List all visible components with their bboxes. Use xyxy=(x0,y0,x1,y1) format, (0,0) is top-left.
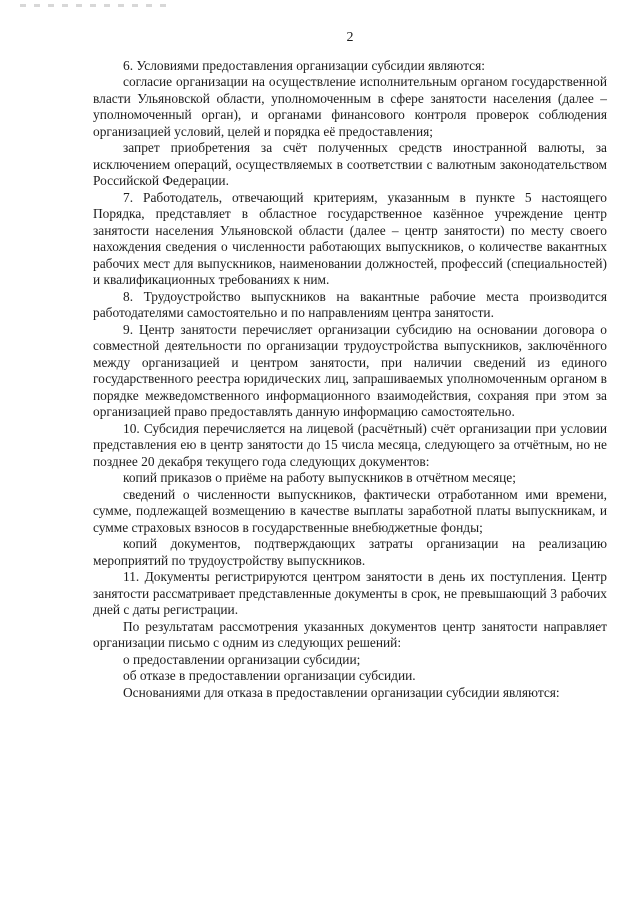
paragraph: 9. Центр занятости перечисляет организации субсидию на основании договора о совместной деятельности по организации трудоустройства выпускников, заключённого между организацией и центром занятости, при наличии сведений из единого государственного реестра юридических лиц, запрашиваемых уполномоченным органом в порядке межведомственного информационного взаимодействия, сохраняя при этом за организацией право предоставлять данную информацию самостоятельно. xyxy=(93,321,607,419)
paragraph: 6. Условиями предоставления организации субсидии являются: xyxy=(123,57,485,73)
paragraph: о предоставлении организации субсидии; xyxy=(123,651,361,667)
paragraph: запрет приобретения за счёт полученных средств иностранной валюты, за исключением операций, осуществляемых в соответствии с валютным законодательством Российской Федерации. xyxy=(93,140,607,188)
paragraph: копий приказов о приёме на работу выпускников в отчётном месяце; xyxy=(123,470,516,485)
paragraph: об отказе в предоставлении организации субсидии. xyxy=(123,668,416,683)
document-page xyxy=(93,30,607,701)
paragraph: По результатам рассмотрения указанных документов центр занятости направляет организации письмо с одним из следующих решений: xyxy=(93,618,607,650)
scan-artifact xyxy=(20,4,170,7)
paragraph: согласие организации на осуществление исполнительным органом государственной власти Ульяновской области, уполномоченным в сфере занятости населения (далее – уполномоченный орган), и органами финансового контроля проверок соблюдения организацией условий, целей и порядка её предоставления; xyxy=(93,74,607,139)
paragraph: копий документов, подтверждающих затраты организации на реализацию мероприятий по трудоустройству выпускников. xyxy=(93,536,607,568)
paragraph: 10. Субсидия перечисляется на лицевой (расчётный) счёт организации при условии представления ею в центр занятости до 15 числа месяца, следующего за отчётным, но не позднее 20 декабря текущего года следующих документов: xyxy=(93,420,607,469)
paragraph: Основаниями для отказа в предоставлении организации субсидии являются: xyxy=(123,684,560,700)
paragraph: 7. Работодатель, отвечающий критериям, указанным в пункте 5 настоящего Порядка, представляет в областное государственное казённое учреждение центр занятости населения Ульяновской области (далее – центр занятости) по месту своего нахождения сведения о численности работающих выпускников, о количестве вакантных рабочих мест для выпускников, наименовании должностей, профессий (специальностей) и квалификационных требованиях к ним. xyxy=(93,189,607,287)
document-body xyxy=(93,58,607,702)
page-number: 2 xyxy=(346,30,354,45)
paragraph: 8. Трудоустройство выпускников на вакантные рабочие места производится работодателями самостоятельно и по направлениям центра занятости. xyxy=(93,288,607,320)
paragraph: сведений о численности выпускников, фактически отработанном ими времени, сумме, подлежащей возмещению в качестве выплаты заработной платы выпускникам, и сумме страховых взносов в государственные внебюджетные фонды; xyxy=(93,486,607,535)
paragraph: 11. Документы регистрируются центром занятости в день их поступления. Центр занятости рассматривает представленные документы в срок, не превышающий 3 рабочих дней с даты регистрации. xyxy=(93,569,607,617)
